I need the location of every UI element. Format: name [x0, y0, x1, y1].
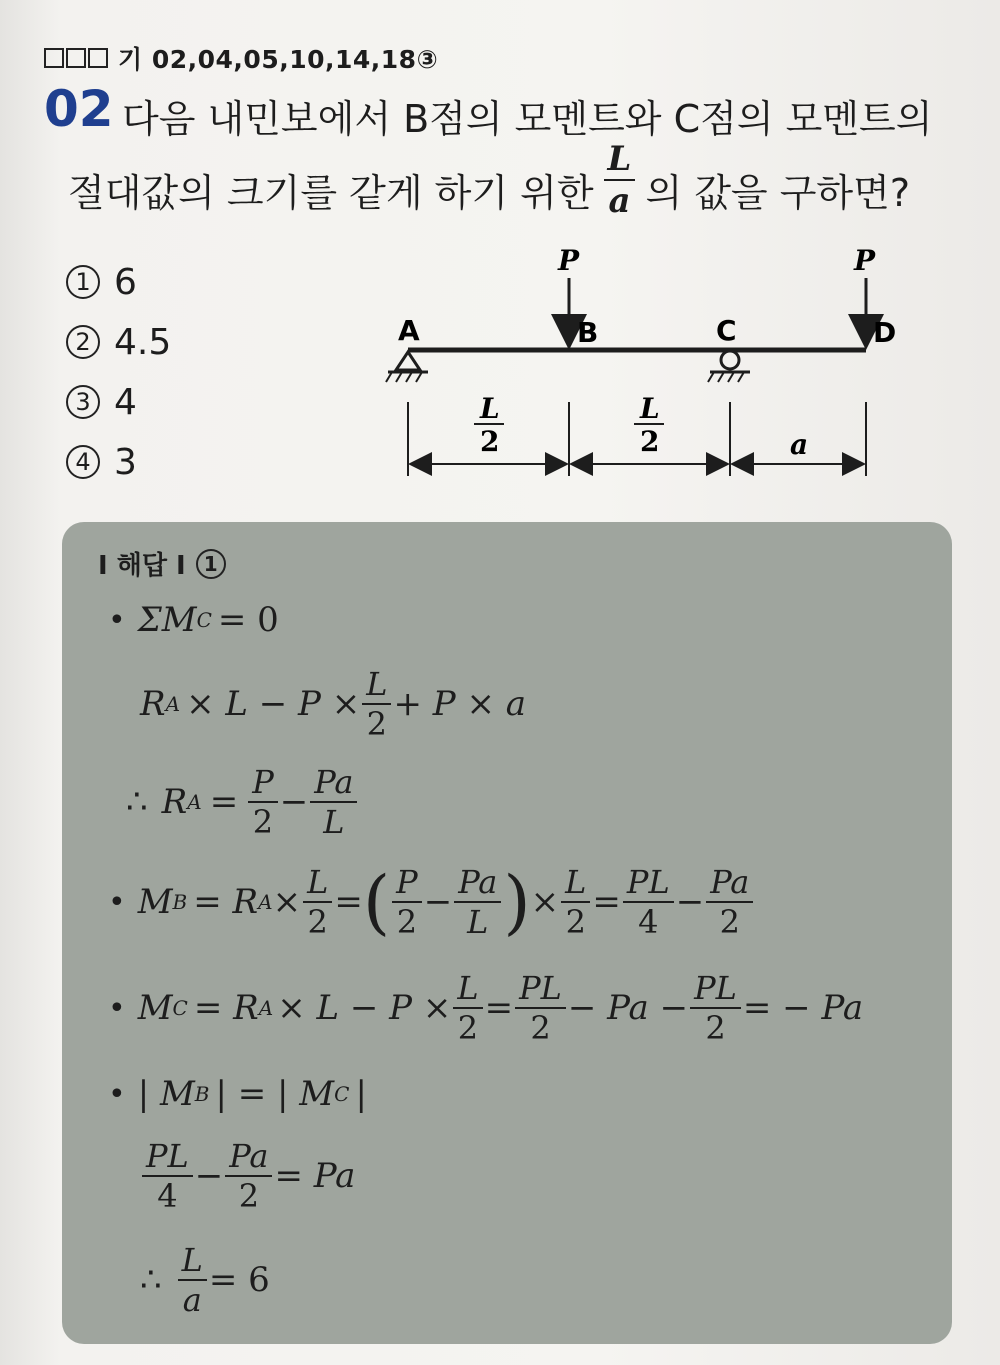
eq-sub: B: [172, 890, 188, 914]
eq-text: | M: [137, 1074, 195, 1114]
eq-text: R: [140, 684, 166, 724]
dim-3-label: a: [790, 428, 809, 461]
eq-text: − Pa −: [567, 988, 689, 1028]
fraction-numerator: PL: [626, 863, 670, 901]
answer-header: [98, 545, 226, 582]
bullet-icon: •: [108, 1076, 126, 1112]
eq-fraction: [515, 969, 566, 1047]
fraction-numerator: Pa: [710, 863, 750, 901]
fraction-denominator: 2: [565, 903, 586, 941]
eq-sub: A: [165, 692, 181, 716]
exam-meta: [44, 40, 438, 76]
eq-text: =: [484, 988, 514, 1028]
therefore-icon: ∴: [140, 1260, 162, 1300]
fraction-numerator: L: [307, 863, 329, 901]
eq-sub: A: [258, 996, 274, 1020]
fraction-denominator: 4: [157, 1177, 178, 1215]
eq-fraction: [178, 1241, 207, 1319]
fraction-numerator: Pa: [229, 1137, 269, 1175]
eq-sub: C: [334, 1082, 350, 1106]
choice-text: 6: [114, 261, 137, 303]
eq-fraction: [623, 863, 674, 941]
fraction-numerator: P: [396, 863, 418, 901]
choice-4[interactable]: [66, 432, 171, 492]
question-line-2: [68, 139, 911, 221]
dim-2-den: 2: [640, 425, 660, 458]
eq-fraction: [248, 763, 278, 841]
eq-text: = Pa: [274, 1156, 356, 1196]
eq-text: M: [137, 988, 173, 1028]
eq-sub: A: [187, 790, 202, 814]
eq-text: |: [355, 1074, 367, 1114]
eq-text: ×: [272, 882, 302, 922]
checkbox-icon[interactable]: [66, 48, 86, 68]
choice-2[interactable]: [66, 312, 171, 372]
eq-fraction: [561, 863, 590, 941]
fraction-denominator: 2: [530, 1009, 551, 1047]
fraction-numerator: Pa: [458, 863, 498, 901]
fraction-denominator: L: [323, 803, 345, 841]
eq-fraction: [690, 969, 741, 1047]
eq-fraction: [142, 1137, 193, 1215]
fraction-numerator: L: [366, 665, 388, 703]
roller-support-icon: [708, 351, 750, 382]
fraction-denominator: 4: [638, 903, 659, 941]
fraction-denominator: a: [182, 1281, 202, 1319]
fraction-numerator: Pa: [314, 763, 354, 801]
fraction-denominator: 2: [457, 1009, 479, 1047]
fraction-numerator: L: [607, 139, 632, 179]
point-label-a: A: [398, 314, 420, 347]
load-label-d: P: [854, 244, 876, 277]
eq-text: | = | M: [215, 1074, 335, 1114]
eq-sub: A: [258, 890, 273, 914]
eq-text: × L − P ×: [277, 988, 452, 1028]
pin-support-icon: [386, 352, 428, 382]
equation-sum-moment: [108, 600, 279, 640]
point-label-c: C: [716, 314, 737, 347]
eq-sub: C: [172, 996, 188, 1020]
checkbox-icon[interactable]: [88, 48, 108, 68]
fraction-denominator: 2: [238, 1177, 260, 1215]
eq-text: = R: [193, 988, 259, 1028]
therefore-icon: ∴: [126, 782, 148, 822]
choice-text: 3: [114, 441, 137, 483]
eq-text: −: [194, 1156, 224, 1196]
eq-text: = 6: [208, 1260, 270, 1300]
eq-fraction: [225, 1137, 272, 1215]
choice-1[interactable]: [66, 252, 171, 312]
dim-1-den: 2: [480, 425, 500, 458]
fraction-denominator: 2: [396, 903, 418, 941]
paren-close: ): [503, 861, 531, 943]
choice-list: [66, 252, 171, 492]
equation-moment-b: [108, 861, 755, 943]
eq-text: =: [592, 882, 621, 922]
fraction-numerator: L: [181, 1241, 203, 1279]
fraction-denominator: 2: [252, 803, 274, 841]
eq-fraction: [362, 665, 391, 743]
bullet-icon: •: [108, 990, 126, 1026]
equation-reaction-a: [126, 763, 359, 841]
answer-label: I 해답 I: [98, 551, 186, 581]
choice-text: 4.5: [114, 321, 172, 363]
equation-result: [140, 1241, 270, 1319]
fraction-numerator: PL: [146, 1137, 189, 1175]
eq-fraction: [392, 863, 422, 941]
checkbox-icon[interactable]: [44, 48, 64, 68]
bullet-icon: •: [108, 602, 126, 638]
equation-substitution: [140, 1137, 356, 1215]
eq-fraction: [303, 863, 332, 941]
fraction-denominator: L: [467, 903, 489, 941]
question-line-1: 다음 내민보에서 B점의 모멘트와 C점의 모멘트의: [122, 97, 933, 141]
point-label-d: D: [873, 316, 897, 349]
answer-mark: 1: [196, 549, 226, 579]
equation-moment-sum-expansion: [140, 665, 527, 743]
check-boxes[interactable]: [44, 48, 108, 68]
eq-text: =: [209, 782, 239, 822]
eq-text: = − Pa: [742, 988, 864, 1028]
eq-fraction: [310, 763, 357, 841]
choice-3[interactable]: [66, 372, 171, 432]
eq-text: + P × a: [393, 684, 527, 724]
equation-abs-equal: [108, 1074, 367, 1114]
eq-sub: B: [194, 1082, 210, 1106]
eq-text: =: [334, 882, 363, 922]
fraction-denominator: a: [608, 181, 631, 221]
load-label-b: P: [558, 244, 580, 277]
eq-text: ×: [530, 882, 560, 922]
eq-text: × L − P ×: [186, 684, 361, 724]
eq-text: R: [161, 782, 188, 822]
exam-refs: 기 02,04,05,10,14,18③: [118, 45, 439, 74]
fraction-numerator: P: [252, 763, 274, 801]
dim-1-num: L: [480, 392, 500, 425]
eq-text: ΣM: [137, 600, 197, 640]
eq-text: −: [675, 882, 705, 922]
question-text-after: 의 값을 구하면?: [645, 170, 911, 215]
question-number: 02: [44, 80, 114, 138]
dim-2-num: L: [640, 392, 660, 425]
point-label-b: B: [577, 316, 599, 349]
fraction-numerator: PL: [694, 969, 737, 1007]
eq-fraction: [453, 969, 482, 1047]
fraction-denominator: 2: [307, 903, 328, 941]
fraction-numerator: L: [565, 863, 587, 901]
eq-text: −: [423, 882, 453, 922]
choice-text: 4: [114, 381, 137, 423]
equation-moment-c: [108, 969, 864, 1047]
choice-mark: 2: [66, 325, 100, 359]
eq-text: = R: [193, 882, 259, 922]
eq-text: −: [279, 782, 309, 822]
choice-mark: 4: [66, 445, 100, 479]
choice-mark: 3: [66, 385, 100, 419]
eq-text: = 0: [217, 600, 279, 640]
choice-mark: 1: [66, 265, 100, 299]
fraction-numerator: L: [457, 969, 479, 1007]
fraction-denominator: 2: [705, 1009, 726, 1047]
fraction-denominator: 2: [719, 903, 740, 941]
question-fraction: [604, 139, 636, 221]
paren-open: (: [362, 861, 391, 943]
eq-fraction: [706, 863, 753, 941]
fraction-denominator: 2: [366, 705, 388, 743]
eq-text: M: [137, 882, 173, 922]
bullet-icon: •: [108, 884, 126, 920]
beam-diagram: [370, 236, 930, 486]
question-text-before: 절대값의 크기를 같게 하기 위한: [68, 170, 594, 215]
eq-fraction: [454, 863, 501, 941]
fraction-numerator: PL: [519, 969, 562, 1007]
eq-sub: C: [196, 608, 212, 632]
